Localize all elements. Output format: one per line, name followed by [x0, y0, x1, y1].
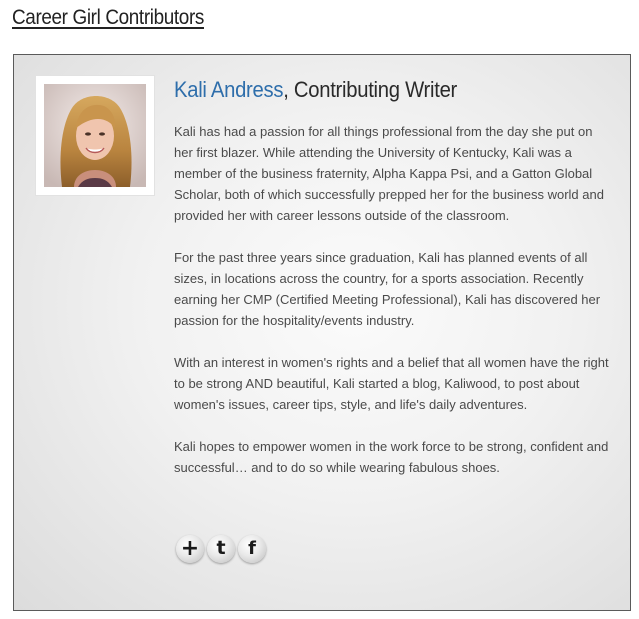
- contributor-photo: [44, 84, 146, 187]
- contributor-photo-frame: [35, 75, 155, 196]
- contributor-role: , Contributing Writer: [283, 77, 458, 102]
- google-plus-button[interactable]: [176, 535, 204, 563]
- bio-paragraph: Kali has had a passion for all things professional from the day she put on her first blazer. While attending the University of Kentucky, Kali was a member of the business fraternity, Alpha Kappa Psi, and a Gatton Global Scholar, both of which successfully prepped her for the business world and provided her with career lessons outside of the classroom.: [174, 124, 604, 223]
- bio-paragraph: With an interest in women's rights and a belief that all women have the right to be strong AND beautiful, Kali started a blog, Kaliwood, to post about women's issues, career tips, style, and life's daily adventures.: [174, 355, 609, 412]
- bio-paragraph: For the past three years since graduation, Kali has planned events of all sizes, in locations across the country, for a sports association. Recently earning her CMP (Certified Meeting Professional), Kali has discovered her passion for the hospitality/events industry.: [174, 250, 601, 328]
- twitter-icon: t: [216, 537, 226, 559]
- social-share-bar: [176, 535, 266, 563]
- twitter-button[interactable]: [207, 535, 235, 563]
- facebook-button[interactable]: [238, 535, 266, 563]
- contributor-card: [13, 54, 631, 611]
- page-title: Career Girl Contributors: [12, 6, 204, 29]
- contributor-name-link[interactable]: Kali Andress: [174, 77, 284, 102]
- google-plus-icon: +: [180, 535, 200, 561]
- contributor-heading: [174, 77, 457, 103]
- contributor-bio: [174, 121, 614, 499]
- facebook-icon: f: [248, 538, 256, 559]
- bio-paragraph: Kali hopes to empower women in the work force to be strong, confident and successful… and to do so while wearing fabulous shoes.: [174, 439, 609, 475]
